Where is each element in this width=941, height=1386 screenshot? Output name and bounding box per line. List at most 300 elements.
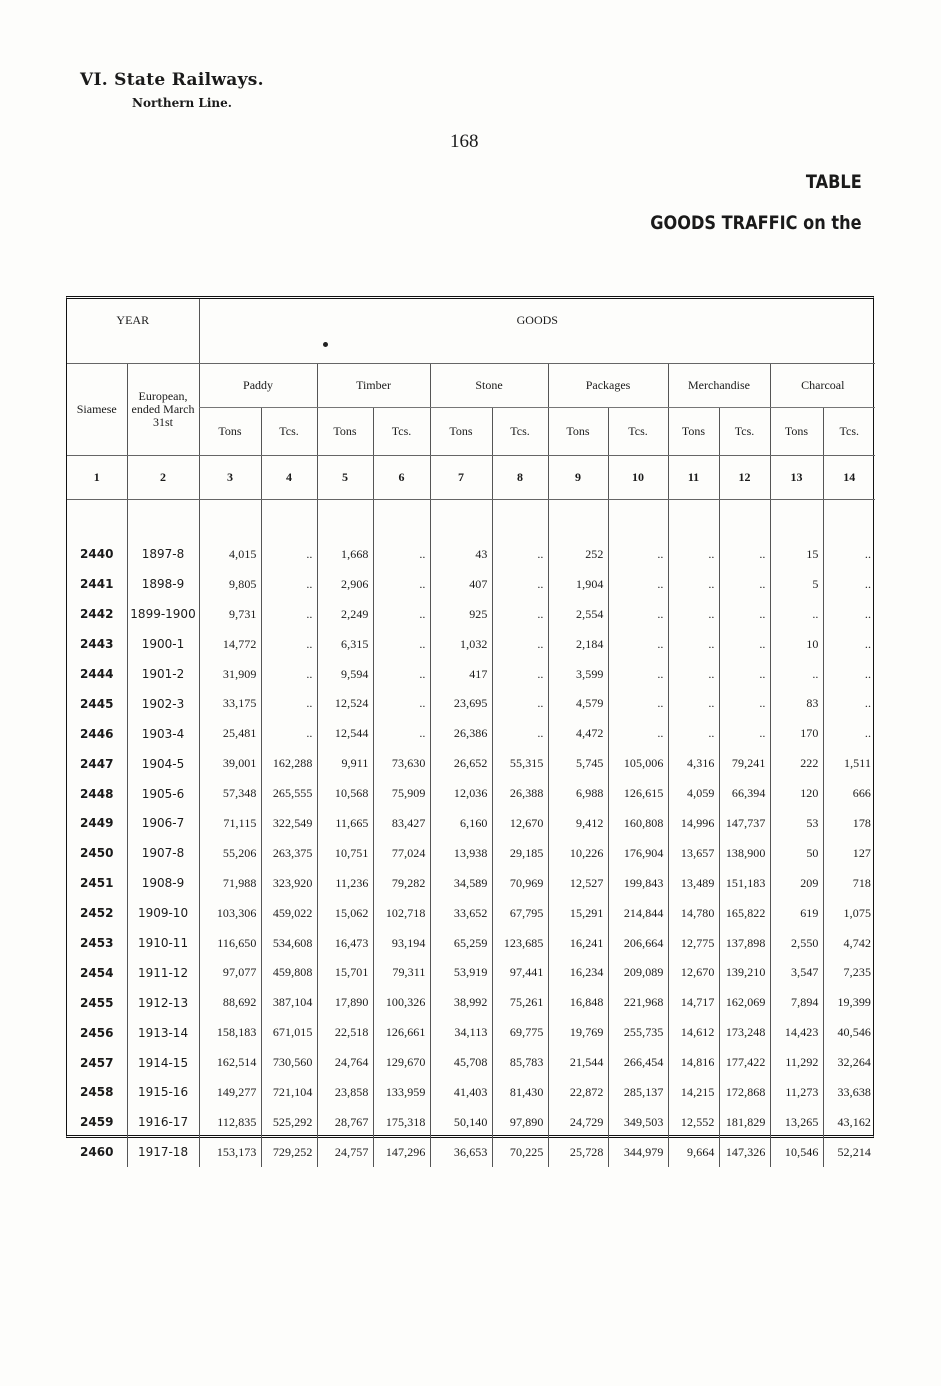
value-cell: .. xyxy=(668,569,719,599)
value-cell: .. xyxy=(823,719,875,749)
value-cell: 285,137 xyxy=(608,1078,668,1108)
table-row xyxy=(67,719,875,749)
siamese-year-cell: 2456 xyxy=(80,1025,114,1040)
value-cell: 173,248 xyxy=(719,1018,770,1048)
european-year-cell: 1911-12 xyxy=(127,958,199,988)
table-label: TABLE xyxy=(806,171,862,193)
table-row xyxy=(67,569,875,599)
value-cell: .. xyxy=(719,540,770,570)
table-row xyxy=(67,1078,875,1108)
siamese-header: Siamese xyxy=(67,363,127,455)
value-cell: .. xyxy=(608,599,668,629)
unit-header: Tcs. xyxy=(373,407,430,455)
european-year-cell: 1916-17 xyxy=(127,1107,199,1137)
value-cell: 81,430 xyxy=(492,1078,548,1108)
unit-header: Tons xyxy=(770,407,823,455)
european-year-cell: 1917-18 xyxy=(127,1137,199,1167)
value-cell: 214,844 xyxy=(608,898,668,928)
table-row xyxy=(67,898,875,928)
european-year-cell: 1904-5 xyxy=(127,749,199,779)
value-cell: 181,829 xyxy=(719,1107,770,1137)
value-cell: 14,215 xyxy=(668,1078,719,1108)
value-cell: 75,909 xyxy=(373,779,430,809)
value-cell: 15,062 xyxy=(317,898,373,928)
value-cell: 71,988 xyxy=(199,868,261,898)
value-cell: .. xyxy=(608,659,668,689)
value-cell: 38,992 xyxy=(430,988,492,1018)
value-cell: 619 xyxy=(770,898,823,928)
table-row xyxy=(67,629,875,659)
column-number: 6 xyxy=(373,455,430,499)
value-cell: 4,472 xyxy=(548,719,608,749)
value-cell: .. xyxy=(668,599,719,629)
siamese-year-cell: 2450 xyxy=(80,846,114,861)
value-cell: .. xyxy=(823,569,875,599)
value-cell: 97,890 xyxy=(492,1107,548,1137)
value-cell: 417 xyxy=(430,659,492,689)
value-cell: 55,315 xyxy=(492,749,548,779)
value-cell: 116,650 xyxy=(199,928,261,958)
value-cell: 265,555 xyxy=(261,779,317,809)
value-cell: 4,015 xyxy=(199,540,261,570)
value-cell: 12,524 xyxy=(317,689,373,719)
european-year-cell: 1908-9 xyxy=(127,868,199,898)
value-cell: 9,911 xyxy=(317,749,373,779)
value-cell: 721,104 xyxy=(261,1078,317,1108)
value-cell: 10,226 xyxy=(548,838,608,868)
value-cell: 9,731 xyxy=(199,599,261,629)
unit-header: Tons xyxy=(317,407,373,455)
value-cell: 263,375 xyxy=(261,838,317,868)
value-cell: .. xyxy=(668,689,719,719)
value-cell: 13,657 xyxy=(668,838,719,868)
siamese-year-cell: 2444 xyxy=(80,667,114,681)
value-cell: 525,292 xyxy=(261,1107,317,1137)
value-cell: 175,318 xyxy=(373,1107,430,1137)
value-cell: 13,489 xyxy=(668,868,719,898)
value-cell: .. xyxy=(719,629,770,659)
value-cell: 19,399 xyxy=(823,988,875,1018)
value-cell: 126,661 xyxy=(373,1018,430,1048)
column-number: 8 xyxy=(492,455,548,499)
value-cell: 133,959 xyxy=(373,1078,430,1108)
value-cell: .. xyxy=(492,569,548,599)
value-cell: 14,780 xyxy=(668,898,719,928)
value-cell: .. xyxy=(668,659,719,689)
value-cell: 24,729 xyxy=(548,1107,608,1137)
value-cell: 79,241 xyxy=(719,749,770,779)
value-cell: .. xyxy=(261,719,317,749)
group-header-charcoal: Charcoal xyxy=(770,363,875,407)
value-cell: 13,265 xyxy=(770,1107,823,1137)
column-number: 11 xyxy=(668,455,719,499)
value-cell: 14,423 xyxy=(770,1018,823,1048)
value-cell: .. xyxy=(261,629,317,659)
european-year-cell: 1906-7 xyxy=(127,809,199,839)
value-cell: 15 xyxy=(770,540,823,570)
value-cell: 53 xyxy=(770,809,823,839)
siamese-year-cell: 2454 xyxy=(80,965,114,980)
value-cell: 126,615 xyxy=(608,779,668,809)
value-cell: 77,024 xyxy=(373,838,430,868)
value-cell: .. xyxy=(770,599,823,629)
value-cell: .. xyxy=(719,599,770,629)
value-cell: .. xyxy=(261,689,317,719)
value-cell: 22,518 xyxy=(317,1018,373,1048)
value-cell: .. xyxy=(823,689,875,719)
column-number: 5 xyxy=(317,455,373,499)
value-cell: .. xyxy=(668,629,719,659)
value-cell: 158,183 xyxy=(199,1018,261,1048)
siamese-year-cell: 2451 xyxy=(80,876,114,891)
value-cell: 3,599 xyxy=(548,659,608,689)
value-cell: 534,608 xyxy=(261,928,317,958)
siamese-year-cell: 2446 xyxy=(80,726,114,741)
value-cell: 69,775 xyxy=(492,1018,548,1048)
value-cell: 12,527 xyxy=(548,868,608,898)
value-cell: 162,288 xyxy=(261,749,317,779)
value-cell: 33,638 xyxy=(823,1078,875,1108)
value-cell: 26,386 xyxy=(430,719,492,749)
value-cell: 100,326 xyxy=(373,988,430,1018)
value-cell: 31,909 xyxy=(199,659,261,689)
value-cell: 7,235 xyxy=(823,958,875,988)
group-header-timber: Timber xyxy=(317,363,430,407)
value-cell: 43,162 xyxy=(823,1107,875,1137)
value-cell: .. xyxy=(668,719,719,749)
value-cell: 160,808 xyxy=(608,809,668,839)
unit-header: Tons xyxy=(668,407,719,455)
value-cell: 209,089 xyxy=(608,958,668,988)
value-cell: 57,348 xyxy=(199,779,261,809)
value-cell: .. xyxy=(373,659,430,689)
value-cell: .. xyxy=(608,719,668,749)
european-year-cell: 1912-13 xyxy=(127,988,199,1018)
value-cell: 2,184 xyxy=(548,629,608,659)
value-cell: 15,291 xyxy=(548,898,608,928)
value-cell: 730,560 xyxy=(261,1048,317,1078)
table-row xyxy=(67,1018,875,1048)
value-cell: 22,872 xyxy=(548,1078,608,1108)
value-cell: 70,969 xyxy=(492,868,548,898)
siamese-year-cell: 2457 xyxy=(80,1055,114,1070)
value-cell: 123,685 xyxy=(492,928,548,958)
siamese-year-cell: 2441 xyxy=(80,577,114,592)
table-subtitle: GOODS TRAFFIC on the xyxy=(650,212,862,234)
siamese-year-cell: 2460 xyxy=(80,1145,114,1160)
value-cell: .. xyxy=(770,659,823,689)
european-year-cell: 1897-8 xyxy=(127,540,199,570)
value-cell: 4,316 xyxy=(668,749,719,779)
value-cell: 162,069 xyxy=(719,988,770,1018)
table-row xyxy=(67,928,875,958)
value-cell: 459,808 xyxy=(261,958,317,988)
column-number: 3 xyxy=(199,455,261,499)
value-cell: 6,160 xyxy=(430,809,492,839)
value-cell: .. xyxy=(823,599,875,629)
value-cell: 12,670 xyxy=(492,809,548,839)
value-cell: 323,920 xyxy=(261,868,317,898)
value-cell: 925 xyxy=(430,599,492,629)
european-year-cell: 1899-1900 xyxy=(127,599,199,629)
table-body xyxy=(67,499,875,1167)
value-cell: 7,894 xyxy=(770,988,823,1018)
table-row xyxy=(67,749,875,779)
value-cell: 255,735 xyxy=(608,1018,668,1048)
value-cell: 266,454 xyxy=(608,1048,668,1078)
value-cell: 52,214 xyxy=(823,1137,875,1167)
value-cell: 50,140 xyxy=(430,1107,492,1137)
value-cell: 6,988 xyxy=(548,779,608,809)
siamese-year-cell: 2448 xyxy=(80,786,114,801)
value-cell: 93,194 xyxy=(373,928,430,958)
european-year-cell: 1898-9 xyxy=(127,569,199,599)
value-cell: 97,077 xyxy=(199,958,261,988)
value-cell: .. xyxy=(719,689,770,719)
siamese-year-cell: 2459 xyxy=(80,1115,114,1130)
value-cell: 12,552 xyxy=(668,1107,719,1137)
value-cell: 32,264 xyxy=(823,1048,875,1078)
value-cell: 73,630 xyxy=(373,749,430,779)
siamese-year-cell: 2442 xyxy=(80,607,114,622)
value-cell: 666 xyxy=(823,779,875,809)
siamese-year-cell: 2453 xyxy=(80,936,114,951)
value-cell: 322,549 xyxy=(261,809,317,839)
value-cell: 387,104 xyxy=(261,988,317,1018)
year-header: YEAR xyxy=(67,299,199,363)
unit-header: Tcs. xyxy=(719,407,770,455)
table-row xyxy=(67,779,875,809)
value-cell: 66,394 xyxy=(719,779,770,809)
value-cell: 45,708 xyxy=(430,1048,492,1078)
table-header xyxy=(67,299,875,499)
value-cell: 23,695 xyxy=(430,689,492,719)
value-cell: 79,282 xyxy=(373,868,430,898)
value-cell: .. xyxy=(719,719,770,749)
value-cell: .. xyxy=(492,719,548,749)
siamese-year-cell: 2443 xyxy=(80,637,114,652)
value-cell: 79,311 xyxy=(373,958,430,988)
value-cell: 71,115 xyxy=(199,809,261,839)
value-cell: .. xyxy=(373,540,430,570)
value-cell: 209 xyxy=(770,868,823,898)
value-cell: 33,175 xyxy=(199,689,261,719)
value-cell: 26,652 xyxy=(430,749,492,779)
value-cell: 206,664 xyxy=(608,928,668,958)
european-year-cell: 1915-16 xyxy=(127,1078,199,1108)
value-cell: 9,805 xyxy=(199,569,261,599)
value-cell: 25,481 xyxy=(199,719,261,749)
value-cell: .. xyxy=(823,659,875,689)
value-cell: .. xyxy=(608,689,668,719)
column-number: 2 xyxy=(127,455,199,499)
section-title: VI. State Railways. xyxy=(80,70,264,90)
table-row xyxy=(67,659,875,689)
value-cell: 50 xyxy=(770,838,823,868)
value-cell: 1,032 xyxy=(430,629,492,659)
value-cell: 221,968 xyxy=(608,988,668,1018)
value-cell: 9,594 xyxy=(317,659,373,689)
column-number: 7 xyxy=(430,455,492,499)
group-header-stone: Stone xyxy=(430,363,548,407)
european-year-cell: 1902-3 xyxy=(127,689,199,719)
value-cell: .. xyxy=(373,689,430,719)
value-cell: 24,764 xyxy=(317,1048,373,1078)
value-cell: 120 xyxy=(770,779,823,809)
value-cell: 2,906 xyxy=(317,569,373,599)
value-cell: 55,206 xyxy=(199,838,261,868)
value-cell: .. xyxy=(608,540,668,570)
value-cell: 97,441 xyxy=(492,958,548,988)
value-cell: 16,234 xyxy=(548,958,608,988)
value-cell: 39,001 xyxy=(199,749,261,779)
value-cell: 178 xyxy=(823,809,875,839)
value-cell: 9,664 xyxy=(668,1137,719,1167)
siamese-year-cell: 2449 xyxy=(80,816,114,831)
column-number: 10 xyxy=(608,455,668,499)
value-cell: 1,075 xyxy=(823,898,875,928)
value-cell: 127 xyxy=(823,838,875,868)
value-cell: 1,668 xyxy=(317,540,373,570)
table-row xyxy=(67,958,875,988)
value-cell: 112,835 xyxy=(199,1107,261,1137)
table-row xyxy=(67,868,875,898)
value-cell: 12,670 xyxy=(668,958,719,988)
value-cell: 344,979 xyxy=(608,1137,668,1167)
value-cell: 9,412 xyxy=(548,809,608,839)
unit-header: Tcs. xyxy=(492,407,548,455)
siamese-year-cell: 2447 xyxy=(80,756,114,771)
european-year-cell: 1907-8 xyxy=(127,838,199,868)
value-cell: 147,737 xyxy=(719,809,770,839)
value-cell: 17,890 xyxy=(317,988,373,1018)
value-cell: .. xyxy=(373,629,430,659)
value-cell: .. xyxy=(492,599,548,629)
value-cell: 671,015 xyxy=(261,1018,317,1048)
value-cell: 10,751 xyxy=(317,838,373,868)
table-row xyxy=(67,689,875,719)
value-cell: .. xyxy=(719,659,770,689)
value-cell: 11,292 xyxy=(770,1048,823,1078)
unit-header: Tcs. xyxy=(823,407,875,455)
value-cell: 129,670 xyxy=(373,1048,430,1078)
european-year-cell: 1913-14 xyxy=(127,1018,199,1048)
value-cell: 14,772 xyxy=(199,629,261,659)
european-year-cell: 1910-11 xyxy=(127,928,199,958)
value-cell: 65,259 xyxy=(430,928,492,958)
value-cell: 11,236 xyxy=(317,868,373,898)
value-cell: 12,775 xyxy=(668,928,719,958)
value-cell: 70,225 xyxy=(492,1137,548,1167)
european-year-cell: 1901-2 xyxy=(127,659,199,689)
value-cell: 170 xyxy=(770,719,823,749)
siamese-year-cell: 2455 xyxy=(80,995,114,1010)
value-cell: 19,769 xyxy=(548,1018,608,1048)
table-row xyxy=(67,1107,875,1137)
value-cell: 153,173 xyxy=(199,1137,261,1167)
value-cell: 222 xyxy=(770,749,823,779)
value-cell: .. xyxy=(373,569,430,599)
value-cell: 83,427 xyxy=(373,809,430,839)
value-cell: 23,858 xyxy=(317,1078,373,1108)
value-cell: .. xyxy=(261,659,317,689)
value-cell: 199,843 xyxy=(608,868,668,898)
value-cell: 151,183 xyxy=(719,868,770,898)
value-cell: 14,816 xyxy=(668,1048,719,1078)
value-cell: 459,022 xyxy=(261,898,317,928)
value-cell: 1,511 xyxy=(823,749,875,779)
value-cell: .. xyxy=(608,629,668,659)
value-cell: 176,904 xyxy=(608,838,668,868)
european-year-cell: 1909-10 xyxy=(127,898,199,928)
group-header-merchandise: Merchandise xyxy=(668,363,770,407)
unit-header: Tcs. xyxy=(261,407,317,455)
unit-header: Tons xyxy=(548,407,608,455)
value-cell: 41,403 xyxy=(430,1078,492,1108)
table-row xyxy=(67,1137,875,1167)
european-header: European, ended March 31st xyxy=(127,363,199,455)
value-cell: 40,546 xyxy=(823,1018,875,1048)
european-year-cell: 1914-15 xyxy=(127,1048,199,1078)
value-cell: 2,550 xyxy=(770,928,823,958)
value-cell: 43 xyxy=(430,540,492,570)
value-cell: 149,277 xyxy=(199,1078,261,1108)
value-cell: 12,544 xyxy=(317,719,373,749)
table-row xyxy=(67,988,875,1018)
value-cell: 2,249 xyxy=(317,599,373,629)
value-cell: .. xyxy=(373,719,430,749)
value-cell: 14,996 xyxy=(668,809,719,839)
data-table xyxy=(67,299,875,1167)
value-cell: 33,652 xyxy=(430,898,492,928)
value-cell: 1,904 xyxy=(548,569,608,599)
value-cell: 34,589 xyxy=(430,868,492,898)
value-cell: .. xyxy=(492,540,548,570)
siamese-year-cell: 2440 xyxy=(80,547,114,562)
siamese-year-cell: 2458 xyxy=(80,1085,114,1100)
value-cell: 88,692 xyxy=(199,988,261,1018)
unit-header: Tons xyxy=(199,407,261,455)
value-cell: 21,544 xyxy=(548,1048,608,1078)
column-number: 13 xyxy=(770,455,823,499)
value-cell: 5 xyxy=(770,569,823,599)
column-number: 4 xyxy=(261,455,317,499)
value-cell: 36,653 xyxy=(430,1137,492,1167)
value-cell: 15,701 xyxy=(317,958,373,988)
value-cell: 105,006 xyxy=(608,749,668,779)
value-cell: 4,579 xyxy=(548,689,608,719)
value-cell: 26,388 xyxy=(492,779,548,809)
siamese-year-cell: 2452 xyxy=(80,906,114,921)
unit-header: Tons xyxy=(430,407,492,455)
section-subtitle: Northern Line. xyxy=(132,96,232,110)
value-cell: .. xyxy=(668,540,719,570)
value-cell: 11,273 xyxy=(770,1078,823,1108)
unit-header: Tcs. xyxy=(608,407,668,455)
value-cell: 103,306 xyxy=(199,898,261,928)
value-cell: 34,113 xyxy=(430,1018,492,1048)
european-year-cell: 1900-1 xyxy=(127,629,199,659)
value-cell: .. xyxy=(492,629,548,659)
value-cell: 10 xyxy=(770,629,823,659)
value-cell: 5,745 xyxy=(548,749,608,779)
value-cell: 28,767 xyxy=(317,1107,373,1137)
siamese-year-cell: 2445 xyxy=(80,696,114,711)
value-cell: 165,822 xyxy=(719,898,770,928)
value-cell: 24,757 xyxy=(317,1137,373,1167)
page-number: 168 xyxy=(450,131,479,152)
value-cell: 53,919 xyxy=(430,958,492,988)
